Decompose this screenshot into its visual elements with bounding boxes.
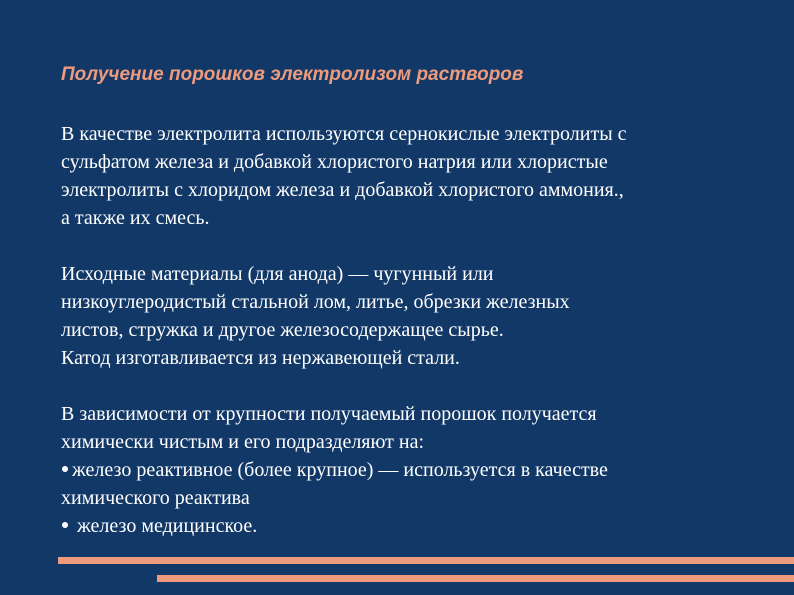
bullet-list bbox=[61, 456, 751, 540]
decorative-bar-bottom bbox=[157, 575, 794, 582]
text-line: В зависимости от крупности получаемый порошок получается bbox=[61, 403, 597, 425]
slide-body bbox=[61, 120, 751, 540]
text-line: Исходные материалы (для анода) — чугунный или bbox=[61, 263, 494, 285]
paragraph-spacer bbox=[61, 232, 751, 260]
decorative-bar-top bbox=[58, 557, 794, 564]
slide-title: Получение порошков электролизом растворов bbox=[61, 64, 524, 85]
bullet-icon bbox=[62, 466, 68, 472]
text-line: низкоуглеродистый стальной лом, литье, обрезки железных bbox=[61, 291, 570, 313]
paragraph-classification bbox=[61, 400, 751, 456]
bullet-text: железо медицинское. bbox=[77, 515, 258, 537]
paragraph-electrolyte bbox=[61, 120, 751, 232]
bullet-text: железо реактивное (более крупное) — используется в качестве bbox=[72, 459, 608, 481]
bullet-item-medical-iron bbox=[61, 512, 751, 540]
bullet-item-reactive-iron bbox=[61, 456, 751, 512]
paragraph-spacer bbox=[61, 372, 751, 400]
bullet-continuation: химического реактива bbox=[61, 487, 250, 509]
paragraph-materials bbox=[61, 260, 751, 372]
bullet-line bbox=[61, 512, 751, 540]
bullet-line bbox=[61, 456, 751, 484]
text-line: а также их смесь. bbox=[61, 207, 210, 229]
text-line: листов, стружка и другое железосодержащее сырье. bbox=[61, 319, 504, 341]
bullet-icon bbox=[62, 522, 68, 528]
text-line: электролиты с хлоридом железа и добавкой хлористого аммония., bbox=[61, 179, 624, 201]
text-line: В качестве электролита используются сернокислые электролиты с bbox=[61, 123, 627, 145]
text-line: сульфатом железа и добавкой хлористого натрия или хлористые bbox=[61, 151, 608, 173]
text-line: Катод изготавливается из нержавеющей стали. bbox=[61, 347, 460, 369]
text-line: химически чистым и его подразделяют на: bbox=[61, 431, 425, 453]
